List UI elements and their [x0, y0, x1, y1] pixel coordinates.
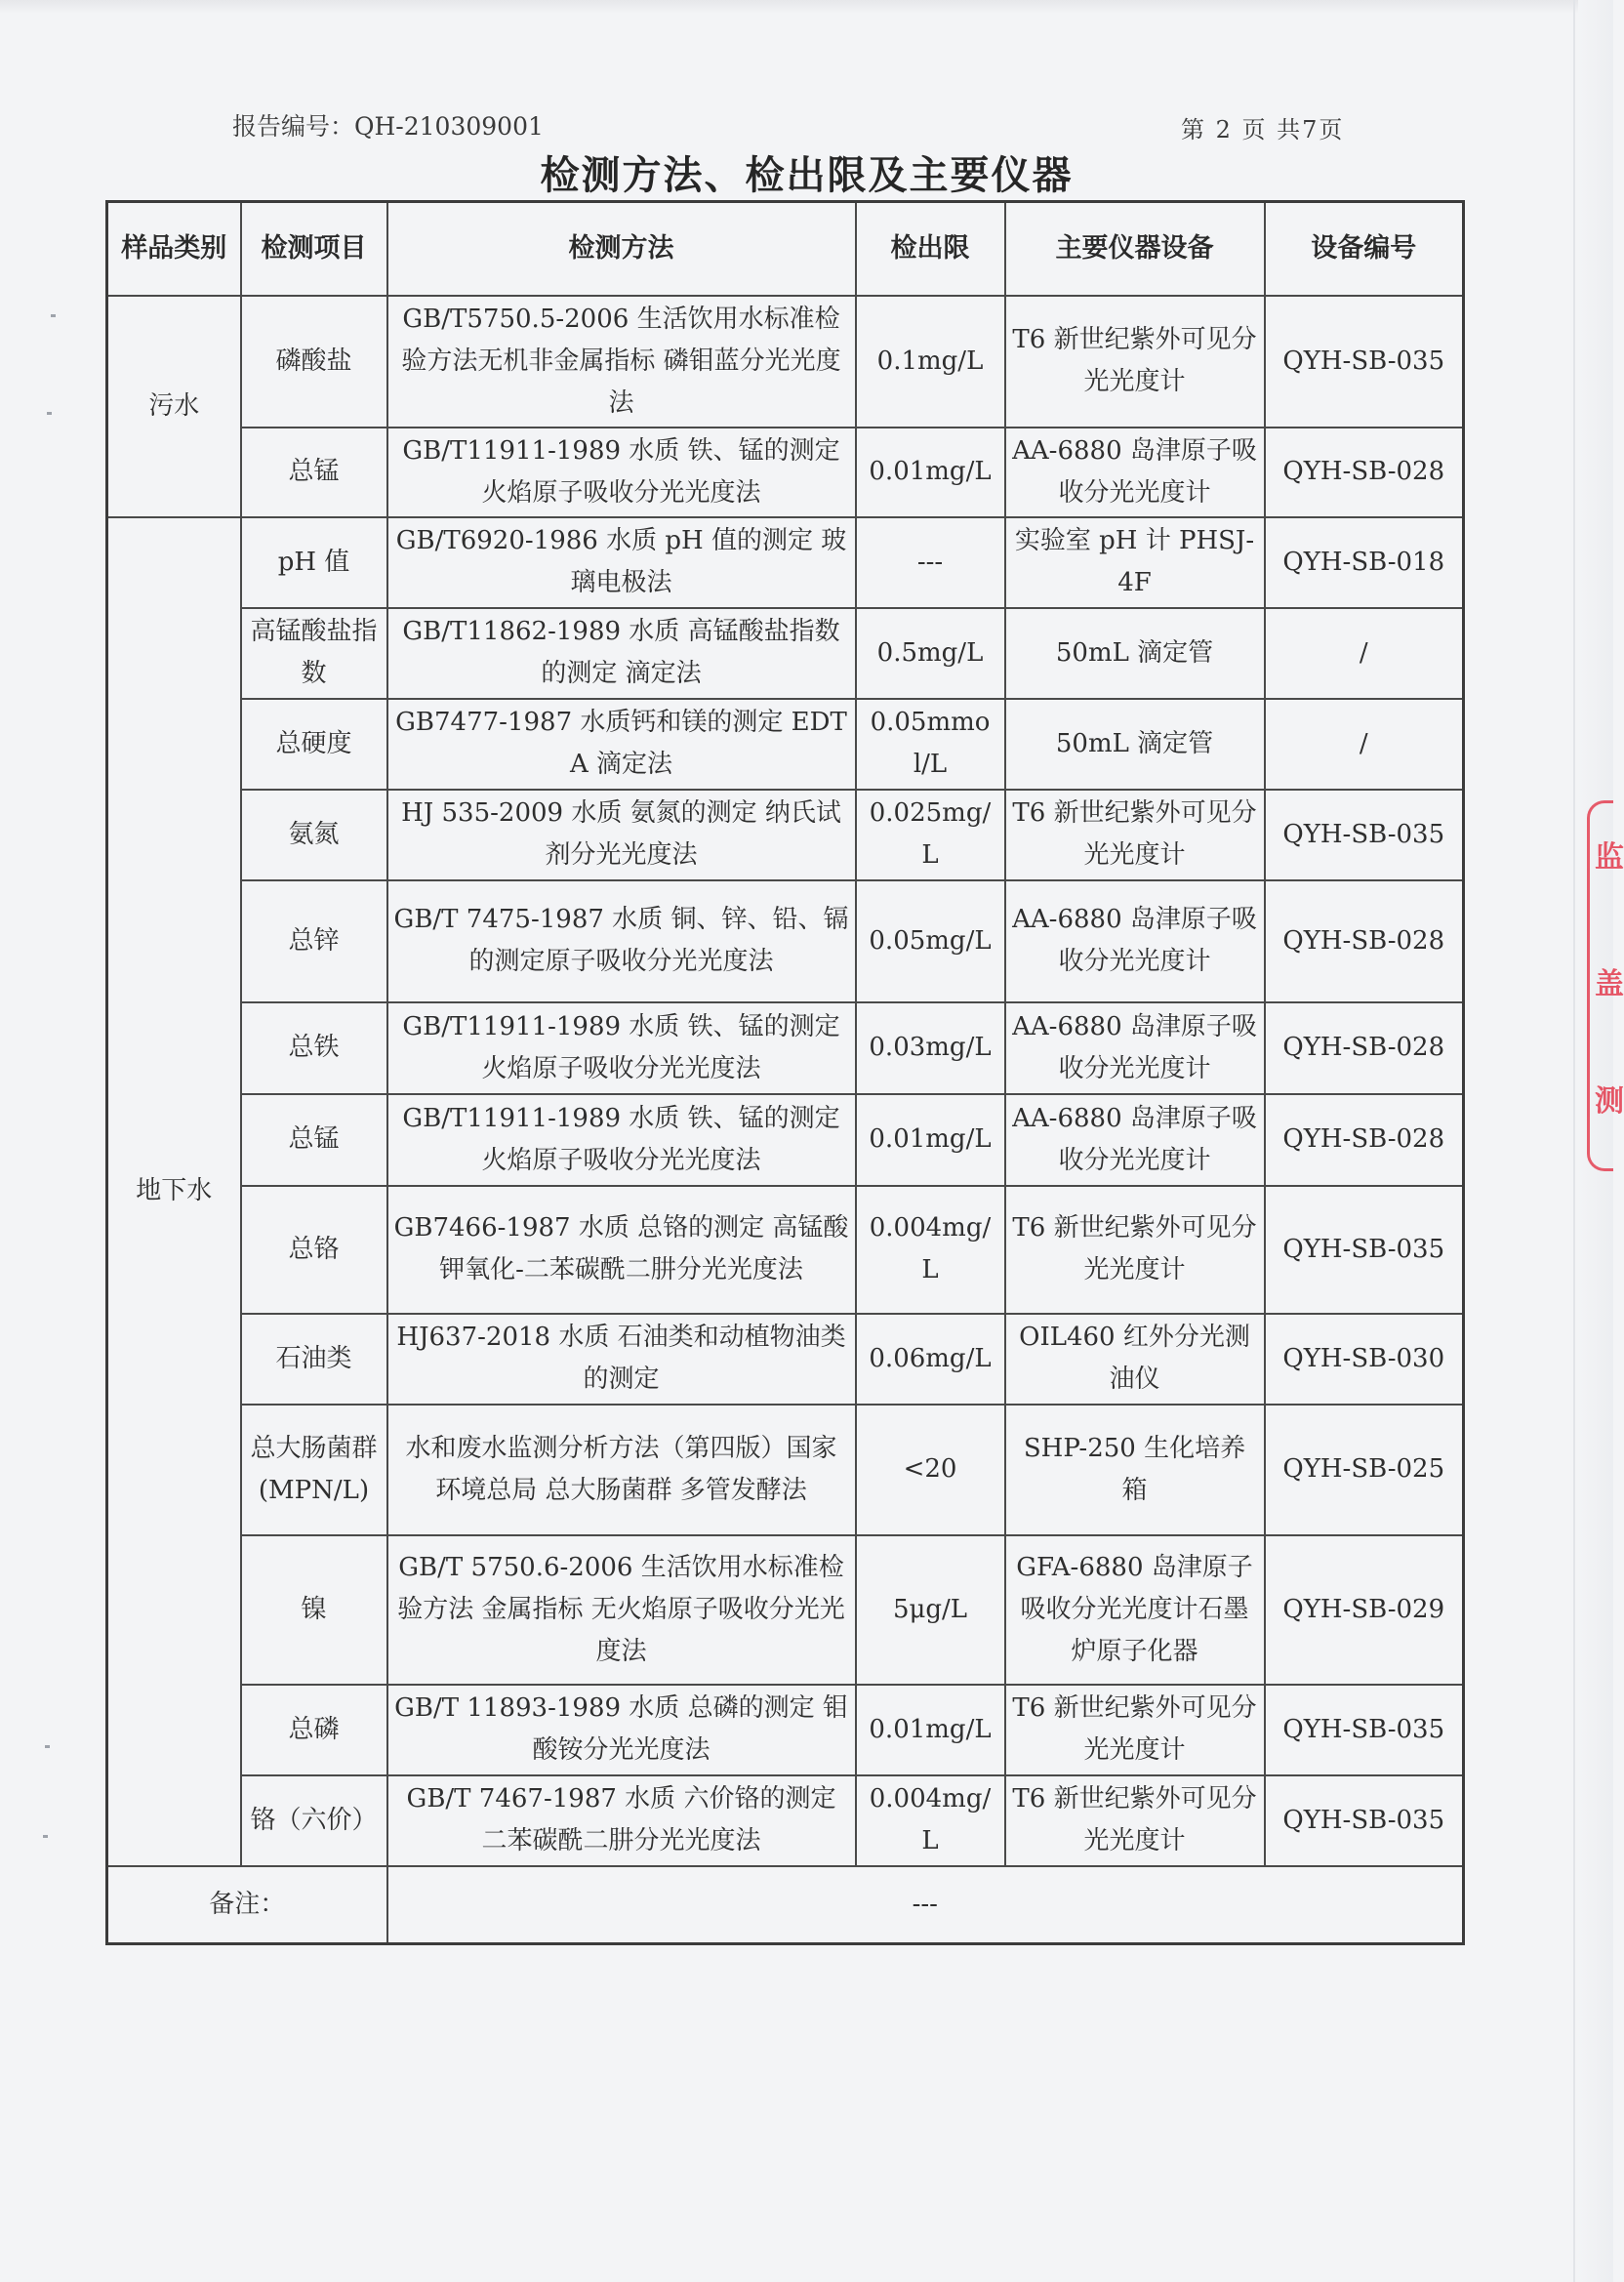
instrument-cell: 50mL 滴定管 [1005, 699, 1265, 790]
item-cell: 总锰 [241, 428, 387, 517]
limit-cell: <20 [856, 1405, 1005, 1535]
remarks-row [107, 1866, 1464, 1944]
col-header-method: 检测方法 [387, 202, 856, 296]
equipment-no-cell: QYH-SB-035 [1265, 790, 1464, 880]
table-row [107, 1002, 1464, 1094]
item-cell: pH 值 [241, 517, 387, 608]
table-row [107, 790, 1464, 880]
header-row [107, 202, 1464, 296]
item-cell: 总磷 [241, 1685, 387, 1775]
table-row [107, 1094, 1464, 1186]
instrument-cell: AA-6880 岛津原子吸收分光光度计 [1005, 880, 1265, 1002]
item-cell: 铬（六价） [241, 1775, 387, 1866]
instrument-cell: T6 新世纪紫外可见分光光度计 [1005, 1775, 1265, 1866]
item-cell: 总铁 [241, 1002, 387, 1094]
table-row [107, 608, 1464, 699]
equipment-no-cell: QYH-SB-029 [1265, 1535, 1464, 1685]
limit-cell: 5μg/L [856, 1535, 1005, 1685]
red-seal-stamp [1587, 800, 1624, 1171]
col-header-instrument: 主要仪器设备 [1005, 202, 1265, 296]
instrument-cell: AA-6880 岛津原子吸收分光光度计 [1005, 1094, 1265, 1186]
instrument-cell: T6 新世纪紫外可见分光光度计 [1005, 790, 1265, 880]
col-header-category: 样品类别 [107, 202, 241, 296]
item-cell: 高锰酸盐指数 [241, 608, 387, 699]
method-cell: GB/T11911-1989 水质 铁、锰的测定 火焰原子吸收分光光度法 [387, 428, 856, 517]
method-cell: HJ637-2018 水质 石油类和动植物油类的测定 [387, 1314, 856, 1405]
item-cell: 氨氮 [241, 790, 387, 880]
col-header-limit: 检出限 [856, 202, 1005, 296]
equipment-no-cell: QYH-SB-028 [1265, 880, 1464, 1002]
method-cell: GB/T11911-1989 水质 铁、锰的测定 火焰原子吸收分光光度法 [387, 1002, 856, 1094]
method-cell: GB/T 7475-1987 水质 铜、锌、铅、镉的测定原子吸收分光光度法 [387, 880, 856, 1002]
method-cell: GB7477-1987 水质钙和镁的测定 EDTA 滴定法 [387, 699, 856, 790]
col-header-item: 检测项目 [241, 202, 387, 296]
methods-table [105, 200, 1465, 1945]
instrument-cell: AA-6880 岛津原子吸收分光光度计 [1005, 428, 1265, 517]
equipment-no-cell: QYH-SB-035 [1265, 1186, 1464, 1314]
item-cell: 镍 [241, 1535, 387, 1685]
scan-speck [43, 1835, 48, 1838]
table-row [107, 880, 1464, 1002]
document-title: 检测方法、检出限及主要仪器 [540, 153, 1074, 198]
method-cell: GB/T 11893-1989 水质 总磷的测定 钼酸铵分光光度法 [387, 1685, 856, 1775]
table-row [107, 1405, 1464, 1535]
limit-cell: --- [856, 517, 1005, 608]
equipment-no-cell: QYH-SB-035 [1265, 296, 1464, 428]
method-cell: 水和废水监测分析方法（第四版）国家环境总局 总大肠菌群 多管发酵法 [387, 1405, 856, 1535]
scan-speck [47, 412, 52, 415]
limit-cell: 0.06mg/L [856, 1314, 1005, 1405]
table-row [107, 296, 1464, 428]
paper-edge [0, 0, 1613, 14]
method-cell: GB/T 5750.6-2006 生活饮用水标准检验方法 金属指标 无火焰原子吸收分光光度法 [387, 1535, 856, 1685]
table-row [107, 1314, 1464, 1405]
table-row [107, 517, 1464, 608]
table-row [107, 428, 1464, 517]
instrument-cell: GFA-6880 岛津原子吸收分光光度计石墨炉原子化器 [1005, 1535, 1265, 1685]
limit-cell: 0.004mg/L [856, 1186, 1005, 1314]
limit-cell: 0.1mg/L [856, 296, 1005, 428]
equipment-no-cell: QYH-SB-030 [1265, 1314, 1464, 1405]
item-cell: 石油类 [241, 1314, 387, 1405]
method-cell: GB/T5750.5-2006 生活饮用水标准检验方法无机非金属指标 磷钼蓝分光光度法 [387, 296, 856, 428]
table-row [107, 1775, 1464, 1866]
scan-speck [45, 1745, 50, 1748]
instrument-cell: 实验室 pH 计 PHSJ-4F [1005, 517, 1265, 608]
item-cell: 总铬 [241, 1186, 387, 1314]
limit-cell: 0.5mg/L [856, 608, 1005, 699]
category-cell: 污水 [107, 296, 241, 517]
limit-cell: 0.01mg/L [856, 1685, 1005, 1775]
instrument-cell: T6 新世纪紫外可见分光光度计 [1005, 296, 1265, 428]
stamp-char: 盖 [1595, 967, 1624, 1001]
equipment-no-cell: QYH-SB-035 [1265, 1685, 1464, 1775]
col-header-equipment-no: 设备编号 [1265, 202, 1464, 296]
limit-cell: 0.05mmol/L [856, 699, 1005, 790]
instrument-cell: T6 新世纪紫外可见分光光度计 [1005, 1186, 1265, 1314]
item-cell: 总硬度 [241, 699, 387, 790]
equipment-no-cell: / [1265, 608, 1464, 699]
category-cell: 地下水 [107, 517, 241, 1866]
paper-fold-line [1573, 0, 1575, 2282]
limit-cell: 0.025mg/L [856, 790, 1005, 880]
item-cell: 总大肠菌群(MPN/L) [241, 1405, 387, 1535]
method-cell: GB/T11911-1989 水质 铁、锰的测定 火焰原子吸收分光光度法 [387, 1094, 856, 1186]
instrument-cell: SHP-250 生化培养箱 [1005, 1405, 1265, 1535]
instrument-cell: AA-6880 岛津原子吸收分光光度计 [1005, 1002, 1265, 1094]
report-number: 报告编号：QH-210309001 [232, 112, 544, 141]
table-row [107, 699, 1464, 790]
stamp-char: 测 [1595, 1084, 1624, 1119]
instrument-cell: 50mL 滴定管 [1005, 608, 1265, 699]
limit-cell: 0.03mg/L [856, 1002, 1005, 1094]
instrument-cell: OIL460 红外分光测油仪 [1005, 1314, 1265, 1405]
equipment-no-cell: QYH-SB-025 [1265, 1405, 1464, 1535]
limit-cell: 0.01mg/L [856, 428, 1005, 517]
item-cell: 总锰 [241, 1094, 387, 1186]
limit-cell: 0.01mg/L [856, 1094, 1005, 1186]
limit-cell: 0.05mg/L [856, 880, 1005, 1002]
method-cell: GB/T 7467-1987 水质 六价铬的测定 二苯碳酰二肼分光光度法 [387, 1775, 856, 1866]
instrument-cell: T6 新世纪紫外可见分光光度计 [1005, 1685, 1265, 1775]
table-row [107, 1186, 1464, 1314]
page-indicator: 第 2 页 共7页 [1181, 116, 1345, 143]
remarks-value: --- [387, 1866, 1464, 1944]
equipment-no-cell: / [1265, 699, 1464, 790]
table-row [107, 1685, 1464, 1775]
method-cell: GB/T11862-1989 水质 高锰酸盐指数的测定 滴定法 [387, 608, 856, 699]
scan-speck [51, 314, 56, 317]
table-row [107, 1535, 1464, 1685]
method-cell: GB7466-1987 水质 总铬的测定 高锰酸钾氧化-二苯碳酰二肼分光光度法 [387, 1186, 856, 1314]
item-cell: 总锌 [241, 880, 387, 1002]
equipment-no-cell: QYH-SB-028 [1265, 1094, 1464, 1186]
equipment-no-cell: QYH-SB-028 [1265, 1002, 1464, 1094]
stamp-char: 监 [1595, 840, 1624, 875]
limit-cell: 0.004mg/L [856, 1775, 1005, 1866]
equipment-no-cell: QYH-SB-018 [1265, 517, 1464, 608]
remarks-label: 备注： [107, 1866, 387, 1944]
item-cell: 磷酸盐 [241, 296, 387, 428]
equipment-no-cell: QYH-SB-035 [1265, 1775, 1464, 1866]
equipment-no-cell: QYH-SB-028 [1265, 428, 1464, 517]
method-cell: GB/T6920-1986 水质 pH 值的测定 玻璃电极法 [387, 517, 856, 608]
method-cell: HJ 535-2009 水质 氨氮的测定 纳氏试剂分光光度法 [387, 790, 856, 880]
